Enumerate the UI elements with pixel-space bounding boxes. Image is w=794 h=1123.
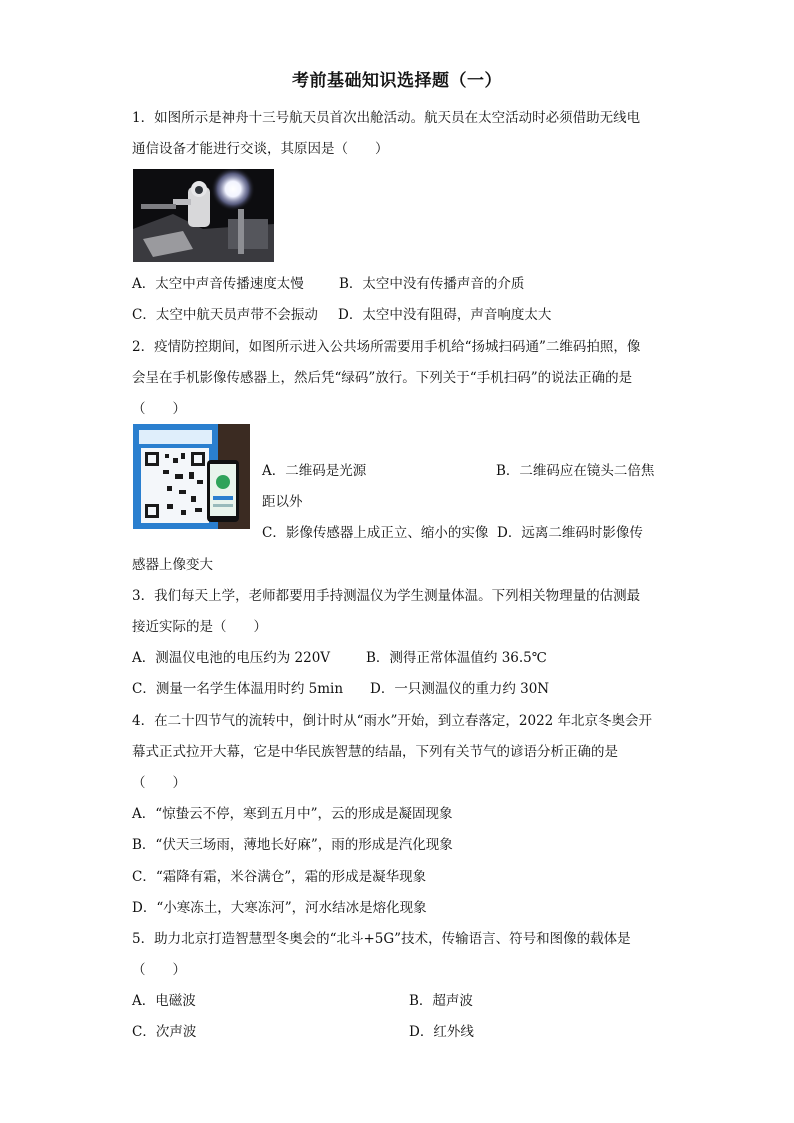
q5-option-b: B．超声波 (409, 993, 473, 1009)
q2-option-b: B．二维码应在镜头二倍焦 (496, 463, 655, 479)
q3-stem-line2: 接近实际的是（ ） (132, 619, 267, 635)
q1-option-c: C．太空中航天员声带不会振动 (132, 307, 318, 323)
qr-scan-photo (133, 424, 250, 529)
q1-option-a: A．太空中声音传播速度太慢 (132, 276, 304, 292)
q4-stem-line3: （ ） (132, 775, 186, 791)
q3-option-d: D．一只测温仪的重力约 30N (370, 681, 550, 697)
q1-option-d: D．太空中没有阻碍，声音响度太大 (338, 307, 552, 323)
q3-stem-line1: 3．我们每天上学，老师都要用手持测温仪为学生测量体温。下列相关物理量的估测最 (132, 588, 641, 604)
page-title: 考前基础知识选择题（一） (292, 71, 502, 91)
q2-option-c: C．影像传感器上成正立、缩小的实像 (262, 525, 489, 541)
q4-stem-line1: 4．在二十四节气的流转中，倒计时从“雨水”开始，到立春落定，2022 年北京冬奥会开 (132, 713, 653, 729)
q3-option-a: A．测温仪电池的电压约为 220V (132, 650, 331, 666)
q2-option-d-cont: 感器上像变大 (132, 557, 213, 573)
q5-stem-line2: （ ） (132, 962, 186, 978)
q5-option-c: C．次声波 (132, 1024, 197, 1040)
q2-option-a: A．二维码是光源 (262, 463, 367, 479)
q2-option-b-cont: 距以外 (262, 494, 303, 510)
q4-option-a: A．“惊蛰云不停，寒到五月中”，云的形成是凝固现象 (132, 806, 453, 822)
q4-option-b: B．“伏天三场雨，薄地长好麻”，雨的形成是汽化现象 (132, 837, 453, 853)
q1-stem-line2: 通信设备才能进行交谈，其原因是（ ） (132, 141, 389, 157)
q1-stem-line1: 1．如图所示是神舟十三号航天员首次出舱活动。航天员在太空活动时必须借助无线电 (132, 110, 641, 126)
spacewalk-illustration (133, 169, 274, 262)
q2-stem-line1: 2．疫情防控期间，如图所示进入公共场所需要用手机给“扬城扫码通”二维码拍照，像 (132, 339, 641, 355)
q5-option-a: A．电磁波 (132, 993, 196, 1009)
q4-stem-line2: 幕式正式拉开大幕，它是中华民族智慧的结晶，下列有关节气的谚语分析正确的是 (132, 744, 618, 760)
q2-option-d: D．远离二维码时影像传 (497, 525, 643, 541)
q5-option-d: D．红外线 (409, 1024, 474, 1040)
q2-stem-line3: （ ） (132, 401, 186, 417)
q2-stem-line2: 会呈在手机影像传感器上，然后凭“绿码”放行。下列关于“手机扫码”的说法正确的是 (132, 370, 633, 386)
q1-option-b: B．太空中没有传播声音的介质 (339, 276, 525, 292)
q3-option-b: B．测得正常体温值约 36.5℃ (366, 650, 547, 666)
q4-option-d: D．“小寒冻土，大寒冻河”，河水结冰是熔化现象 (132, 900, 427, 916)
spacewalk-photo (133, 169, 274, 262)
q5-stem-line1: 5．助力北京打造智慧型冬奥会的“北斗+5G”技术，传输语言、符号和图像的载体是 (132, 931, 631, 947)
q3-option-c: C．测量一名学生体温用时约 5min (132, 681, 344, 697)
qr-scan-illustration (133, 424, 250, 529)
q4-option-c: C．“霜降有霜，米谷满仓”，霜的形成是凝华现象 (132, 869, 427, 885)
